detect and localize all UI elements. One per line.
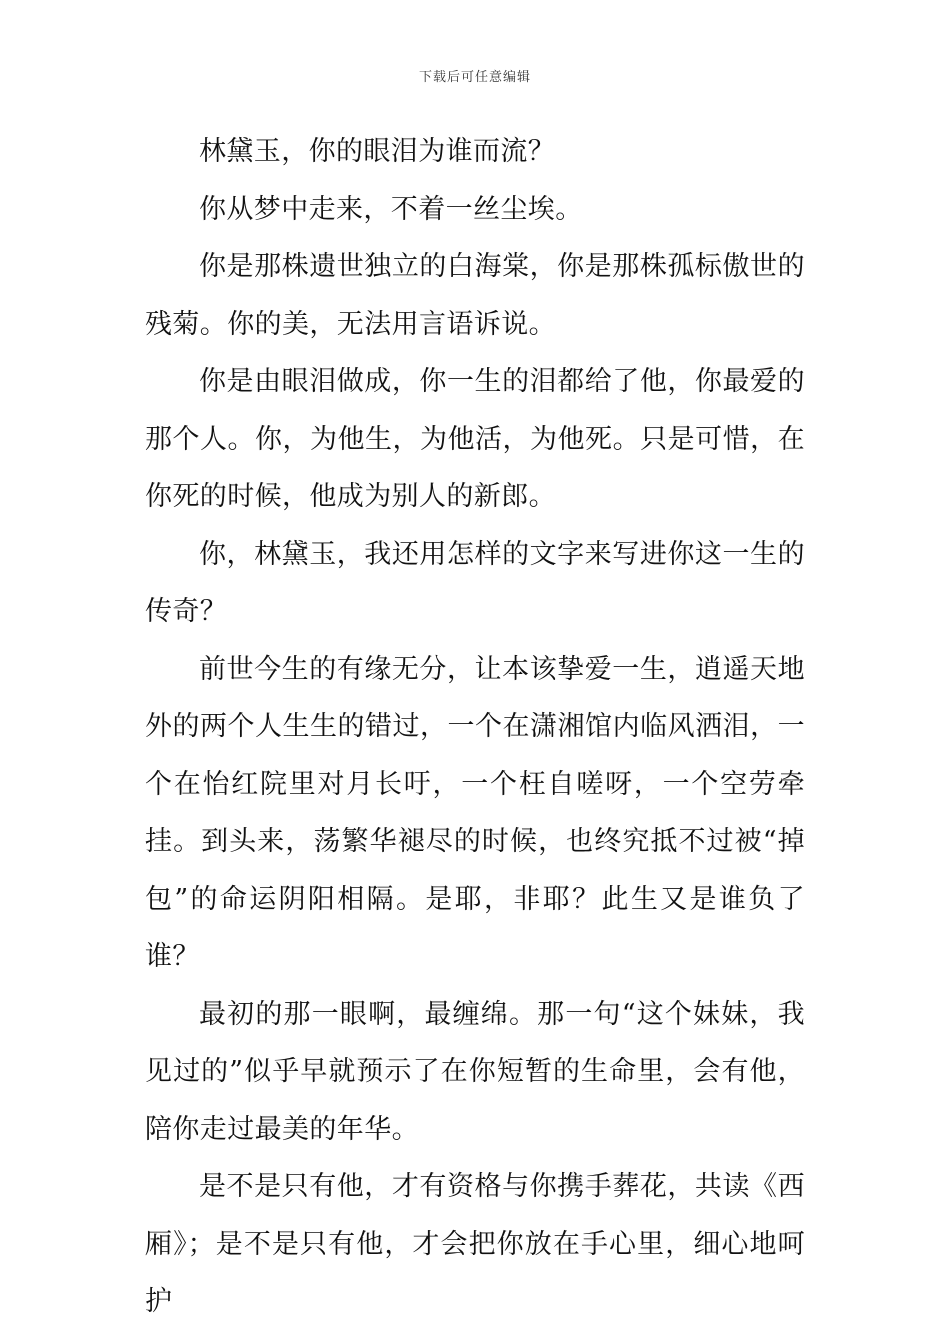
document-body	[145, 123, 805, 1331]
paragraph: 你是由眼泪做成，你一生的泪都给了他，你最爱的那个人。你，为他生，为他活，为他死。只是可惜，在你死的时候，他成为别人的新郎。	[145, 366, 805, 512]
paragraph: 你从梦中走来，不着一丝尘埃。	[199, 193, 583, 225]
paragraph: 前世今生的有缘无分，让本该挚爱一生，逍遥天地外的两个人生生的错过，一个在潇湘馆内临风洒泪，一个在怡红院里对月长吁，一个枉自嗟呀，一个空劳牵挂。到头来，荡繁华褪尽的时候，也终究抵不过被“掉包”的命运阴阳相隔。是耶，非耶？此生又是谁负了谁？	[145, 653, 805, 972]
paragraph: 是不是只有他，才有资格与你携手葬花，共读《西厢》；是不是只有他，才会把你放在手心里，细心地呵护	[145, 1171, 805, 1317]
paragraph: 你，林黛玉，我还用怎样的文字来写进你这一生的传奇？	[145, 538, 805, 627]
paragraph: 最初的那一眼啊，最缠绵。那一句“这个妹妹，我见过的”似乎早就预示了在你短暂的生命里，会有他，陪你走过最美的年华。	[145, 998, 805, 1145]
paragraph: 林黛玉，你的眼泪为谁而流？	[199, 136, 556, 167]
page-header-note: 下载后可任意编辑	[418, 70, 531, 85]
paragraph: 你是那株遗世独立的白海棠，你是那株孤标傲世的残菊。你的美，无法用言语诉说。	[145, 251, 805, 340]
